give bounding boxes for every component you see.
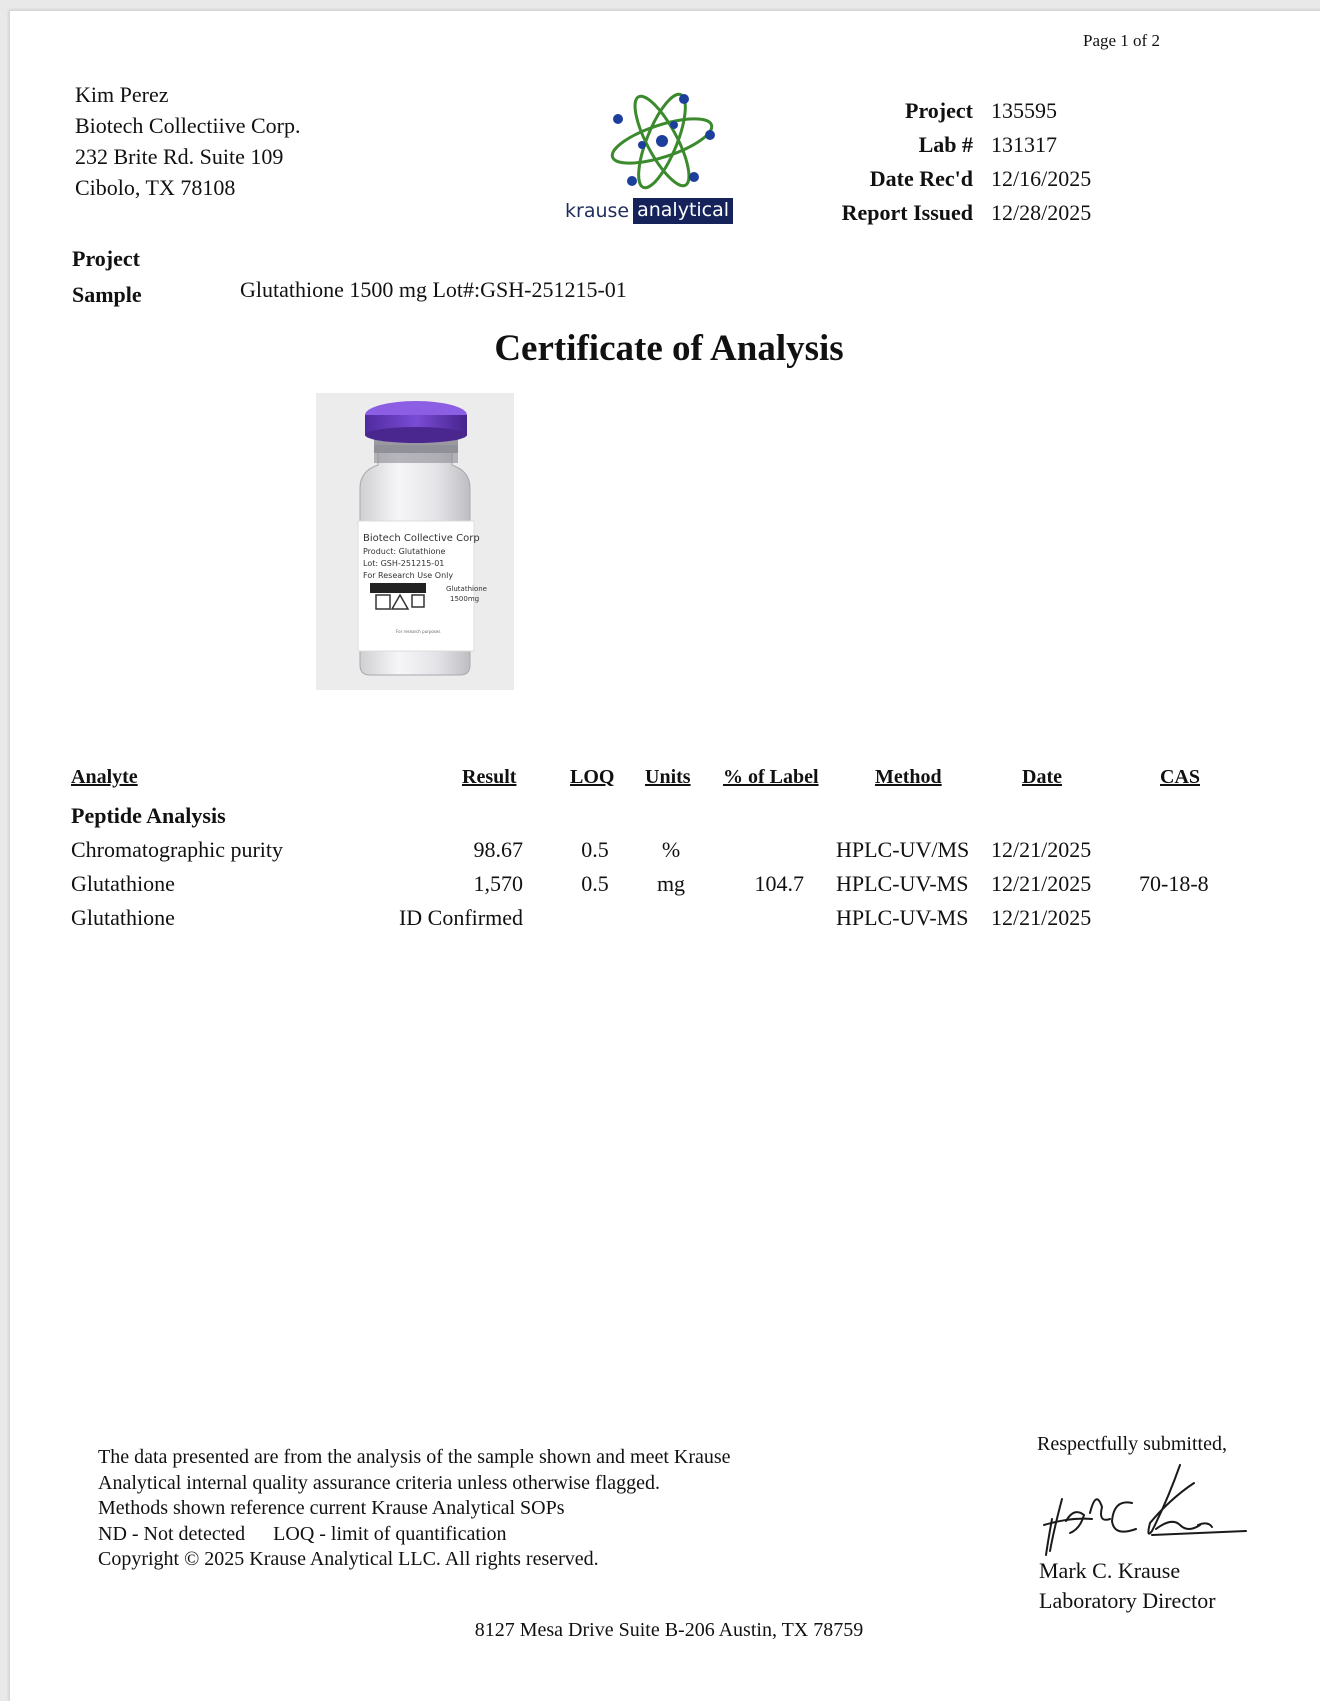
footer-loq: LOQ - limit of quantification — [273, 1522, 507, 1545]
footer-line1: The data presented are from the analysis of the sample shown and meet Krause — [98, 1446, 731, 1468]
col-header-loq: LOQ — [570, 766, 615, 788]
row2-units: mg — [656, 871, 686, 896]
vial-label-side1: Glutathione — [446, 585, 487, 593]
client-address-block — [75, 79, 300, 203]
document-page — [9, 10, 1320, 1701]
footer-nd: ND - Not detected — [98, 1522, 246, 1545]
vial-label-bar — [370, 583, 426, 593]
row3-result: ID Confirmed — [398, 905, 523, 930]
vial-label-line2: Product: Glutathione — [363, 547, 446, 556]
client-company: Biotech Collectiive Corp. — [75, 113, 301, 138]
signatory — [1039, 1556, 1216, 1616]
col-header-units: Units — [645, 766, 691, 788]
sample-label: Sample — [72, 282, 142, 307]
meta-value: 12/16/2025 — [991, 166, 1092, 191]
row1-date: 12/21/2025 — [991, 837, 1092, 862]
report-meta — [709, 94, 1109, 230]
row2-method: HPLC-UV-MS — [836, 871, 969, 896]
row2-loq: 0.5 — [581, 871, 609, 896]
lab-address: 8127 Mesa Drive Suite B-206 Austin, TX 78759 — [474, 1619, 864, 1641]
meta-row-date-received — [709, 162, 1109, 196]
meta-label: Project — [905, 98, 973, 123]
col-header-result: Result — [462, 766, 517, 788]
sample-value: Glutathione 1500 mg Lot#:GSH-251215-01 — [240, 277, 627, 302]
page-number: Page 1 of 2 — [1083, 31, 1160, 50]
logo-wordmark — [565, 198, 733, 224]
row2-result: 1,570 — [473, 871, 523, 896]
meta-label: Date Rec'd — [869, 166, 973, 191]
vial-image — [316, 393, 514, 690]
row1-result: 98.67 — [473, 837, 523, 862]
col-header-method: Method — [875, 766, 942, 788]
col-header-analyte: Analyte — [71, 766, 138, 788]
project-sample-labels — [72, 241, 142, 313]
col-header-cas: CAS — [1160, 766, 1201, 788]
project-label: Project — [72, 246, 140, 271]
logo-word-analytical: analytical — [633, 198, 733, 224]
table-section-title: Peptide Analysis — [71, 803, 226, 828]
row2-pct-label: 104.7 — [754, 871, 804, 896]
row3-method: HPLC-UV-MS — [836, 905, 969, 930]
meta-value: 12/28/2025 — [991, 200, 1092, 225]
row2-date: 12/21/2025 — [991, 871, 1092, 896]
sample-photo — [316, 393, 514, 690]
meta-value: 131317 — [991, 132, 1057, 157]
row3-analyte: Glutathione — [71, 905, 175, 930]
row1-units: % — [661, 837, 681, 862]
footer-line2: Analytical internal quality assurance criteria unless otherwise flagged. — [98, 1471, 661, 1494]
meta-row-report-issued — [709, 196, 1109, 230]
signatory-role: Laboratory Director — [1039, 1588, 1216, 1613]
client-name: Kim Perez — [75, 82, 169, 107]
meta-label: Report Issued — [841, 200, 973, 225]
document-title: Certificate of Analysis — [494, 328, 844, 369]
atom-icon — [602, 85, 722, 197]
client-city: Cibolo, TX 78108 — [75, 175, 236, 200]
client-street: 232 Brite Rd. Suite 109 — [75, 144, 284, 169]
row2-analyte: Glutathione — [71, 871, 175, 896]
row2-cas: 70-18-8 — [1139, 871, 1209, 896]
signature-closing: Respectfully submitted, — [1037, 1433, 1227, 1455]
footer-copyright: Copyright © 2025 Krause Analytical LLC. All rights reserved. — [98, 1548, 599, 1570]
row1-loq: 0.5 — [581, 837, 609, 862]
meta-label: Lab # — [918, 132, 973, 157]
vial-label-line3: Lot: GSH-251215-01 — [363, 559, 445, 568]
meta-row-lab — [709, 128, 1109, 162]
signatory-name: Mark C. Krause — [1039, 1558, 1181, 1583]
footer-abbreviations — [98, 1522, 731, 1548]
row3-date: 12/21/2025 — [991, 905, 1092, 930]
vial-label-line4: For Research Use Only — [363, 571, 454, 580]
row1-method: HPLC-UV/MS — [836, 837, 970, 862]
footer-notes — [98, 1445, 731, 1573]
logo-word-krause: krause — [565, 200, 630, 222]
meta-value: 135595 — [991, 98, 1057, 123]
col-header-pct-label: % of Label — [723, 766, 819, 788]
row1-analyte: Chromatographic purity — [71, 837, 284, 862]
meta-row-project — [709, 94, 1109, 128]
vial-label-side2: 1500mg — [450, 595, 480, 603]
col-header-date: Date — [1022, 766, 1062, 788]
footer-line3: Methods shown reference current Krause Analytical SOPs — [98, 1497, 565, 1519]
signature-image — [1040, 1459, 1250, 1559]
vial-label-line1: Biotech Collective Corp — [363, 533, 480, 544]
vial-label-bottom: For research purposes — [396, 629, 441, 634]
